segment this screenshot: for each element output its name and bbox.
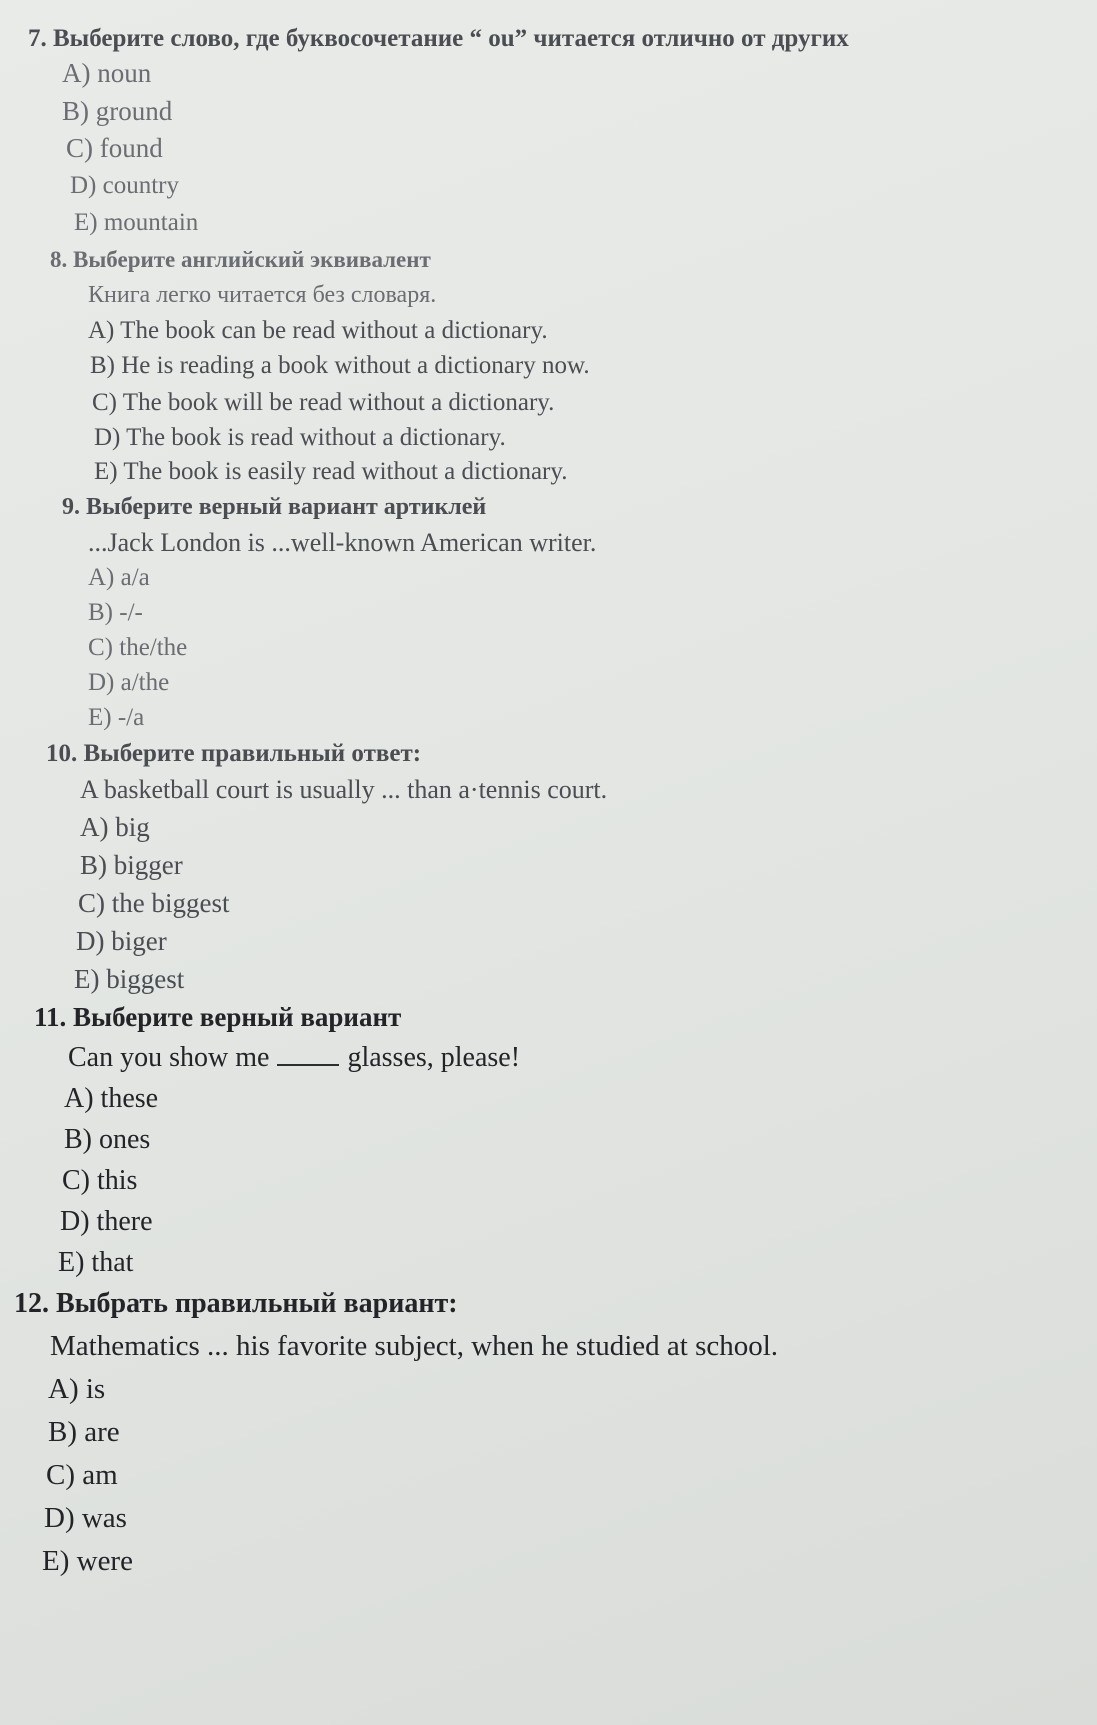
option-e: E) were: [42, 1545, 133, 1577]
question-heading: 11. Выберите верный вариант: [34, 1002, 402, 1032]
option-e: E) biggest: [74, 964, 185, 994]
option-b: B) are: [48, 1416, 120, 1448]
sentence-before-blank: Can you show me: [68, 1042, 270, 1073]
option-c: C) the/the: [88, 634, 188, 661]
option-e: E) mountain: [74, 209, 199, 236]
question-heading: 9. Выберите верный вариант артиклей: [62, 494, 487, 520]
option-a: A) is: [48, 1373, 106, 1405]
option-c: C) The book will be read without a dictionary.: [92, 389, 555, 416]
option-d: D) biger: [76, 926, 167, 956]
question-heading: 8. Выберите английский эквивалент: [50, 247, 431, 272]
option-a: A) a/a: [88, 564, 150, 591]
question-sentence: ...Jack London is ...well-known American writer.: [88, 528, 597, 557]
option-b: B) -/-: [88, 599, 143, 626]
question-heading: 10. Выберите правильный ответ:: [46, 740, 422, 767]
option-e: E) The book is easily read without a dictionary.: [94, 458, 568, 485]
question-sentence: [68, 1044, 520, 1072]
option-e: E) that: [58, 1247, 134, 1278]
option-a: A) noun: [62, 58, 152, 88]
option-d: D) country: [70, 172, 179, 199]
question-sentence: A basketball court is usually ... than a·tennis court.: [80, 775, 608, 804]
option-c: C) am: [46, 1459, 118, 1491]
question-sentence: Mathematics ... his favorite subject, when he studied at school.: [50, 1330, 779, 1362]
option-d: D) there: [60, 1206, 153, 1237]
question-heading: 7. Выберите слово, где буквосочетание “ ou” читается отлично от других: [28, 25, 849, 52]
sentence-after-blank: glasses, please!: [347, 1042, 521, 1073]
option-d: D) a/the: [88, 669, 170, 696]
option-c: C) this: [62, 1165, 138, 1196]
option-a: A) The book can be read without a dictionary.: [88, 317, 548, 344]
question-heading: 12. Выбрать правильный вариант:: [14, 1288, 458, 1319]
option-b: B) He is reading a book without a dictionary now.: [90, 352, 590, 379]
answer-blank: [277, 1044, 339, 1066]
option-e: E) -/a: [88, 704, 145, 731]
option-a: A) these: [64, 1083, 159, 1114]
question-sentence: Книга легко читается без словаря.: [88, 282, 437, 308]
option-b: B) ground: [62, 96, 173, 126]
option-c: C) the biggest: [78, 888, 230, 918]
option-b: B) ones: [64, 1124, 151, 1155]
option-d: D) was: [44, 1502, 127, 1534]
option-d: D) The book is read without a dictionary.: [94, 424, 506, 451]
option-b: B) bigger: [80, 850, 183, 880]
option-a: A) big: [80, 812, 150, 842]
option-c: C) found: [66, 133, 163, 163]
